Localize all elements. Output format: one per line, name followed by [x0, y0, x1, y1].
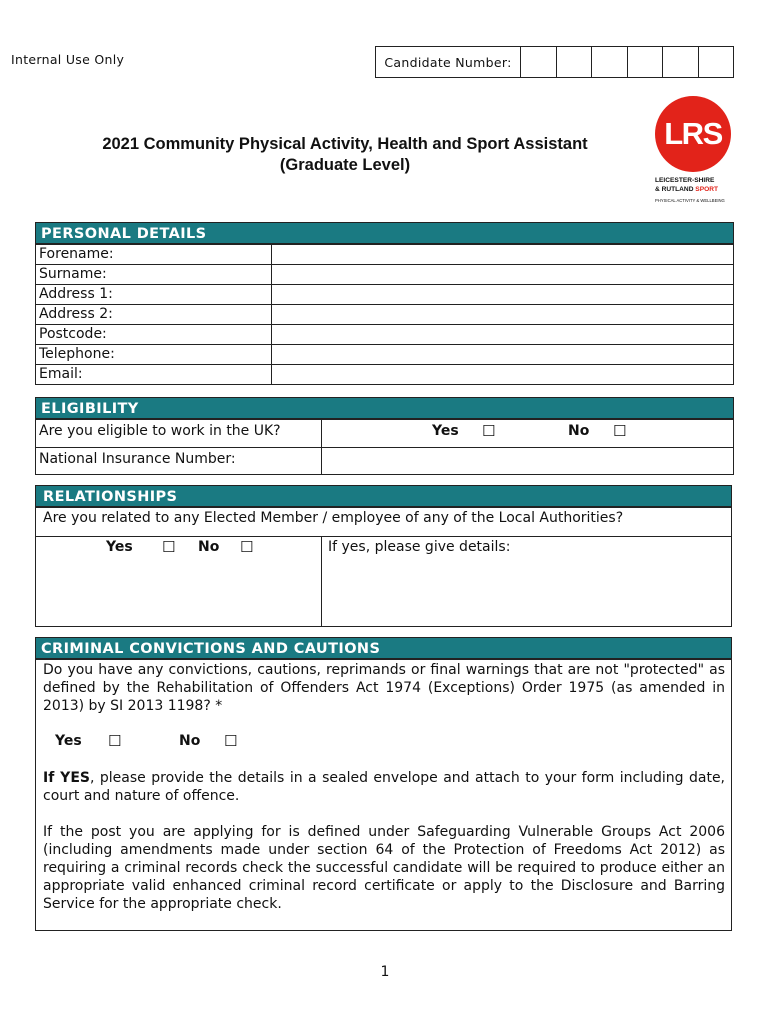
logo-line-2a: & RUTLAND — [655, 186, 696, 193]
yes-checkbox[interactable]: ☐ — [162, 538, 176, 556]
candidate-number-label: Candidate Number: — [376, 47, 521, 77]
logo-line-2 — [655, 185, 731, 194]
no-label: No — [198, 539, 220, 555]
candidate-number-cell[interactable] — [699, 47, 734, 77]
ni-number-label: National Insurance Number: — [39, 451, 236, 467]
address2-field[interactable] — [272, 305, 733, 324]
work-uk-question: Are you eligible to work in the UK? — [39, 423, 281, 439]
email-field[interactable] — [272, 365, 733, 384]
candidate-number-cell[interactable] — [521, 47, 557, 77]
table-row — [36, 285, 733, 305]
yes-checkbox[interactable]: ☐ — [482, 422, 496, 440]
candidate-number-cell[interactable] — [663, 47, 699, 77]
relationships-heading: RELATIONSHIPS — [35, 485, 732, 507]
table-row — [36, 345, 733, 365]
if-yes-instructions — [43, 769, 725, 805]
yes-label: Yes — [432, 423, 459, 439]
no-checkbox[interactable]: ☐ — [613, 422, 627, 440]
surname-field[interactable] — [272, 265, 733, 284]
field-label: Postcode: — [36, 325, 272, 344]
logo-wordmark — [655, 176, 731, 205]
internal-use-label: Internal Use Only — [11, 52, 125, 67]
personal-details-table — [35, 244, 734, 385]
title-line-2: (Graduate Level) — [279, 156, 411, 174]
relationship-details-field[interactable] — [322, 560, 731, 626]
postcode-field[interactable] — [272, 325, 733, 344]
relationships-table — [35, 507, 732, 627]
eligibility-table — [35, 419, 734, 475]
table-row — [36, 365, 733, 384]
eligibility-heading: ELIGIBILITY — [35, 397, 734, 419]
personal-details-heading: PERSONAL DETAILS — [35, 222, 734, 244]
table-row — [36, 245, 733, 265]
field-label: Forename: — [36, 245, 272, 264]
relationship-details-label: If yes, please give details: — [328, 539, 511, 555]
field-label: Email: — [36, 365, 272, 384]
logo-line-3: PHYSICAL ACTIVITY & WELLBEING — [655, 198, 725, 203]
telephone-field[interactable] — [272, 345, 733, 364]
yes-label: Yes — [106, 539, 133, 555]
title-line-1: 2021 Community Physical Activity, Health and Sport Assistant — [102, 135, 588, 153]
field-label: Address 2: — [36, 305, 272, 324]
divider — [36, 536, 731, 537]
field-label: Address 1: — [36, 285, 272, 304]
no-checkbox[interactable]: ☐ — [224, 732, 238, 750]
no-checkbox[interactable]: ☐ — [240, 538, 254, 556]
logo-line-2b: SPORT — [695, 186, 719, 193]
relationships-question: Are you related to any Elected Member / employee of any of the Local Authorities? — [43, 510, 624, 526]
table-row — [36, 305, 733, 325]
field-label: Surname: — [36, 265, 272, 284]
page-number: 1 — [380, 964, 390, 980]
candidate-number-cell[interactable] — [557, 47, 593, 77]
ni-number-field[interactable] — [322, 448, 733, 474]
criminal-question: Do you have any convictions, cautions, reprimands or final warnings that are not "protected" as defined by the Rehabilitation of Offenders Act 1974 (Exceptions) Order 1975 (as amended in 2013) by SI 2013 1198? * — [43, 662, 725, 714]
criminal-heading: CRIMINAL CONVICTIONS AND CAUTIONS — [35, 637, 732, 659]
logo-line-1: LEICESTER-SHIRE — [655, 177, 715, 184]
forename-field[interactable] — [272, 245, 733, 264]
page-title — [60, 134, 630, 176]
lrs-logo — [655, 96, 731, 208]
dbs-paragraph: If the post you are applying for is defined under Safeguarding Vulnerable Groups Act 2006 (including amendments made under section 64 of the Protection of Freedoms Act 2012) as requiring a criminal records check the successful candidate will be required to produce either an appropriate valid enhanced criminal record certificate or apply to the Disclosure and Barring Service for the appropriate check. — [43, 824, 725, 912]
field-label: Telephone: — [36, 345, 272, 364]
criminal-section — [35, 659, 732, 931]
if-yes-bold: If YES — [43, 770, 90, 786]
table-row — [36, 265, 733, 285]
logo-mark: LRS — [655, 96, 731, 172]
candidate-number-box — [375, 46, 734, 78]
yes-checkbox[interactable]: ☐ — [108, 732, 122, 750]
no-label: No — [568, 423, 590, 439]
yes-label: Yes — [55, 733, 82, 749]
table-row — [36, 325, 733, 345]
address1-field[interactable] — [272, 285, 733, 304]
candidate-number-cell[interactable] — [592, 47, 628, 77]
no-label: No — [179, 733, 201, 749]
candidate-number-cell[interactable] — [628, 47, 664, 77]
if-yes-text: , please provide the details in a sealed envelope and attach to your form including date, court and nature of offence. — [43, 770, 726, 804]
